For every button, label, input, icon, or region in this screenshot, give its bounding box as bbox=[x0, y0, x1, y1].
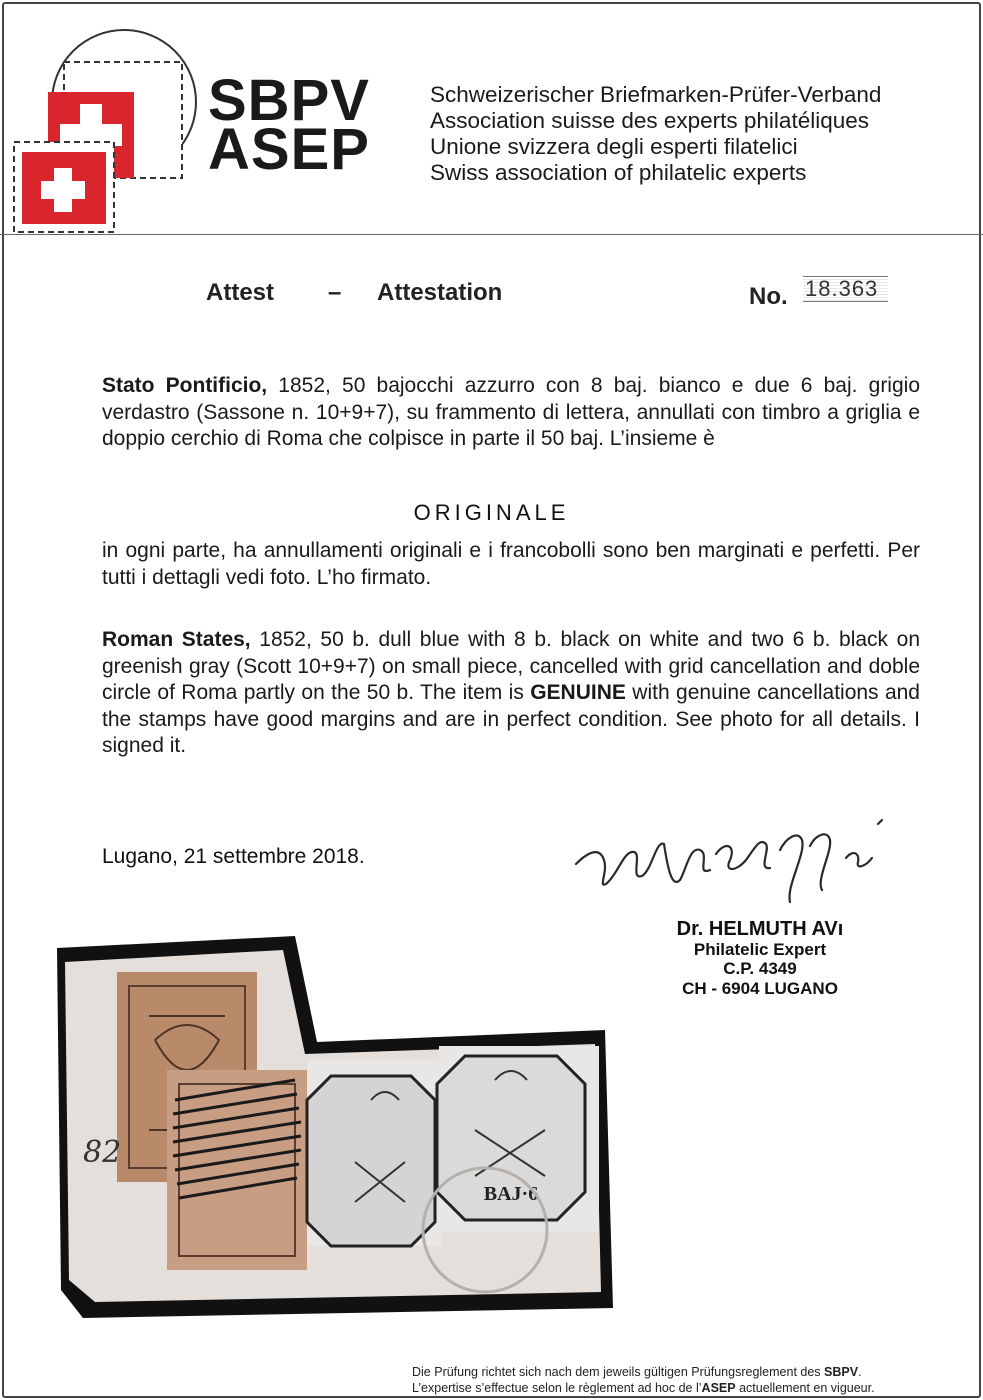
sbpv-logo-icon bbox=[6, 22, 206, 237]
footer-german-end: . bbox=[858, 1365, 862, 1379]
number-label: No. bbox=[749, 283, 788, 310]
footer-notice bbox=[412, 1364, 875, 1396]
footer-french-text: L’expertise s’effectue selon le règlement ad hoc de l’ bbox=[412, 1381, 702, 1395]
italian-conclusion: in ogni parte, ha annullamenti originali e i francobolli sono ben marginati e perfetti. Per tutti i dettagli vedi foto. L’ho firmato. bbox=[102, 539, 920, 589]
stamp-value-text: BAJ·6 bbox=[483, 1183, 539, 1205]
stamp-6-baj-left bbox=[307, 1076, 435, 1246]
handwritten-mark: 82 bbox=[83, 1135, 122, 1170]
expert-box: C.P. 4349 bbox=[723, 959, 797, 978]
brand-sbpv: SBPV bbox=[208, 68, 370, 133]
name-german: Schweizerischer Briefmarken-Prüfer-Verband bbox=[430, 82, 882, 107]
header-divider bbox=[0, 234, 983, 235]
name-italian: Unione svizzera degli esperti filatelici bbox=[430, 134, 798, 159]
originale-verdict: ORIGINALE bbox=[413, 500, 570, 525]
footer-line-french bbox=[412, 1380, 875, 1396]
italian-text: 1852, 50 bajocchi azzurro con 8 baj. bianco e due 6 baj. grigio verdastro (Sassone n. 10+9+7), su frammento di lettera, annullati con timbro a griglia e doppio cerchio di Roma che colpisce in parte il 50 baj. L’insieme è bbox=[102, 374, 921, 450]
expert-stamp bbox=[640, 920, 880, 998]
certificate-number: 18.363 bbox=[803, 276, 888, 302]
title-attest: Attest bbox=[206, 279, 275, 306]
stamps-photo bbox=[55, 930, 615, 1320]
title-attestation: Attestation bbox=[377, 279, 503, 306]
footer-asep: ASEP bbox=[701, 1381, 736, 1395]
brand-asep: ASEP bbox=[208, 117, 370, 182]
footer-sbpv: SBPV bbox=[824, 1365, 859, 1379]
english-description bbox=[102, 627, 920, 760]
title-dash: – bbox=[328, 279, 342, 306]
name-english: Swiss association of philatelic experts bbox=[430, 160, 807, 185]
expert-city: CH - 6904 LUGANO bbox=[682, 978, 838, 998]
footer-french-end: actuellement en vigueur. bbox=[735, 1381, 875, 1395]
english-lead: Roman States, bbox=[102, 628, 251, 651]
expert-name: Dr. HELMUTH AVı bbox=[676, 918, 844, 940]
place-date: Lugano, 21 settembre 2018. bbox=[102, 845, 365, 868]
italian-description bbox=[102, 373, 920, 453]
association-names bbox=[430, 82, 881, 186]
expert-role: Philatelic Expert bbox=[693, 939, 827, 959]
italian-lead: Stato Pontificio, bbox=[102, 374, 268, 397]
handwritten-signature-icon bbox=[560, 810, 900, 920]
genuine-verdict: GENUINE bbox=[530, 681, 626, 704]
english-text-a: 1852, 50 b. dull blue with 8 b. black on white and two 6 b. black on greenish gray (Scott 10+9+7) on small piece, cancelled with grid cancellation and doble circle of Roma partly on the 50 b. The item is bbox=[102, 628, 920, 704]
brand-logotype bbox=[208, 68, 370, 182]
name-french: Association suisse des experts philatéliques bbox=[430, 108, 869, 133]
footer-line-german bbox=[412, 1364, 875, 1380]
footer-german-text: Die Prüfung richtet sich nach dem jeweils gültigen Prüfungsreglement des bbox=[412, 1365, 825, 1379]
english-text-b: with genuine cancellations and the stamps have good margins and are in perfect condition. See photo for all details. I signed it. bbox=[102, 681, 920, 757]
